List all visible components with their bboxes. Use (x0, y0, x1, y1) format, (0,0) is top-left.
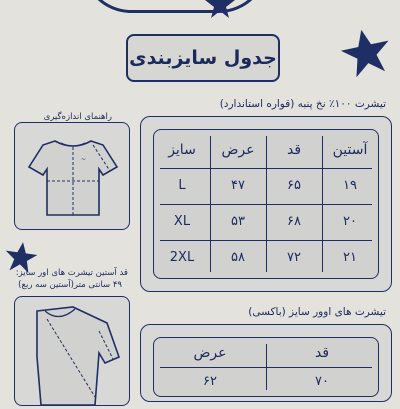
table-cell: ۱۹ (343, 178, 357, 193)
table-cell: XL (173, 214, 191, 229)
oversize-table-grid (153, 337, 379, 397)
table-cell: ۷۲ (287, 250, 301, 265)
oversize-table-caption: تیشرت های اوور سایز (باکسی) (248, 306, 386, 318)
table-cell: ۵۸ (231, 250, 245, 265)
svg-text:~: ~ (81, 156, 87, 163)
oversize-tshirt-icon (15, 297, 129, 405)
standard-table-caption: تیشرت ۱۰۰٪ نخ پنبه (قواره استاندارد) (219, 98, 386, 110)
header-sleeve: آستین (332, 142, 368, 158)
header-width: عرض (221, 142, 255, 158)
oversize-sleeve-note-line2: ۴۹ سانتی متر(آستین سه ربع) (18, 280, 122, 290)
star-icon (340, 26, 392, 78)
table-cell: ۶۵ (287, 178, 301, 193)
table-cell: 2XL (169, 250, 195, 265)
table-cell: ۷۰ (315, 374, 329, 389)
measure-guide-caption: راهنمای اندازه‌گیری (43, 112, 112, 122)
table-cell: ۶۸ (287, 214, 301, 229)
standard-size-table (140, 116, 392, 292)
header-length: قد (286, 142, 302, 158)
page-title: جدول سایزبندی (126, 34, 280, 82)
table-cell: ۴۷ (231, 178, 245, 193)
oversize-header-width: عرض (193, 345, 227, 361)
table-cell: ۵۳ (231, 214, 245, 229)
oversize-shirt-image (14, 296, 130, 406)
standard-table-grid (153, 129, 379, 279)
table-cell: L (178, 178, 186, 193)
table-cell: ۶۲ (203, 374, 217, 389)
oversize-sleeve-note-line1: قد آستین تیشرت های اور سایز: (15, 268, 128, 278)
table-cell: ۲۰ (343, 214, 357, 229)
oversize-size-table (140, 324, 392, 402)
star-icon (204, 0, 236, 20)
table-cell: ۲۱ (343, 250, 357, 265)
oversize-header-length: قد (314, 345, 330, 361)
header-size: سایز (168, 142, 196, 158)
tshirt-icon (15, 123, 129, 229)
measurement-guide-image (14, 122, 130, 230)
decorative-arc (82, 0, 268, 13)
